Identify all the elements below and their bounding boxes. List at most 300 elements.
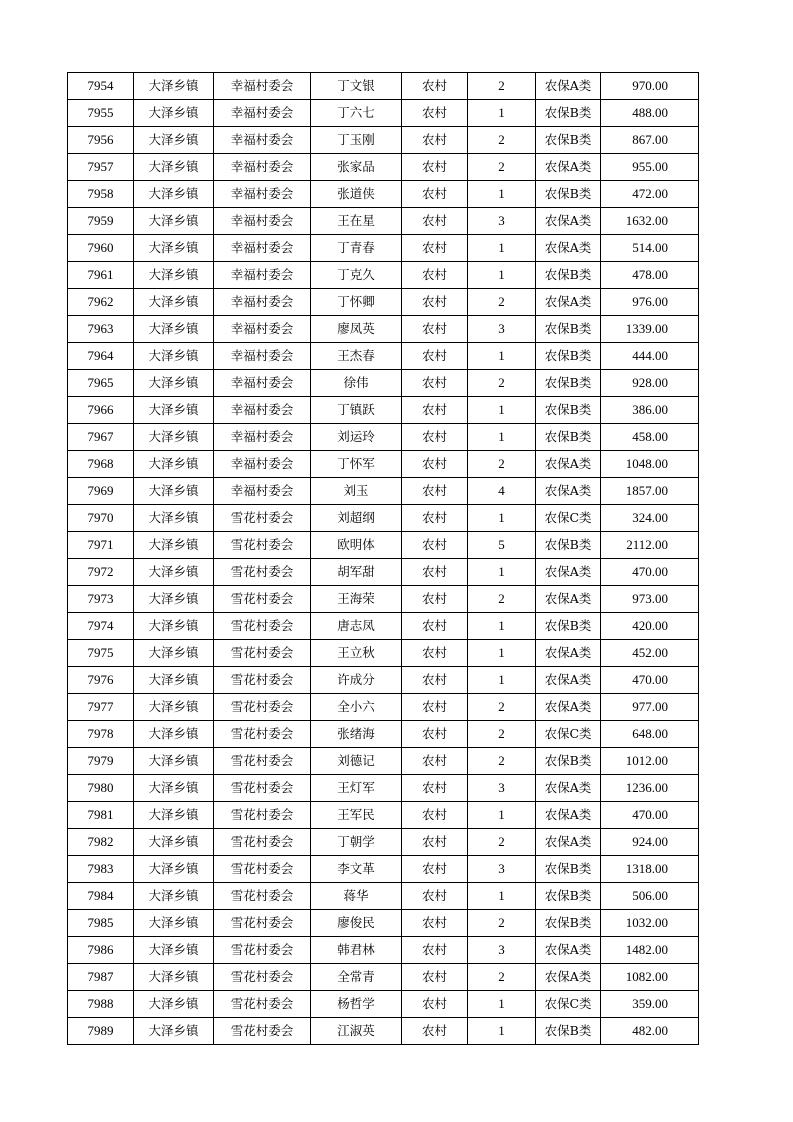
village-committee-cell: 雪花村委会 — [214, 910, 311, 937]
village-committee-cell: 幸福村委会 — [214, 208, 311, 235]
area-type-cell: 农村 — [402, 262, 468, 289]
insurance-category-cell: 农保A类 — [536, 289, 601, 316]
household-count-cell: 1 — [468, 181, 536, 208]
table-row — [68, 424, 699, 451]
insurance-category-cell: 农保B类 — [536, 181, 601, 208]
household-count-cell: 1 — [468, 802, 536, 829]
insurance-category-cell: 农保A类 — [536, 802, 601, 829]
person-name-cell: 丁青春 — [311, 235, 402, 262]
person-name-cell: 杨哲学 — [311, 991, 402, 1018]
township-cell: 大泽乡镇 — [134, 991, 214, 1018]
table-row — [68, 694, 699, 721]
insurance-category-cell: 农保B类 — [536, 397, 601, 424]
village-committee-cell: 幸福村委会 — [214, 316, 311, 343]
village-committee-cell: 雪花村委会 — [214, 748, 311, 775]
table-row — [68, 613, 699, 640]
area-type-cell: 农村 — [402, 505, 468, 532]
row-number-cell: 7989 — [68, 1018, 134, 1045]
area-type-cell: 农村 — [402, 775, 468, 802]
person-name-cell: 徐伟 — [311, 370, 402, 397]
insurance-category-cell: 农保B类 — [536, 343, 601, 370]
amount-cell: 472.00 — [601, 181, 699, 208]
township-cell: 大泽乡镇 — [134, 937, 214, 964]
household-count-cell: 2 — [468, 964, 536, 991]
person-name-cell: 丁怀军 — [311, 451, 402, 478]
household-count-cell: 2 — [468, 910, 536, 937]
amount-cell: 506.00 — [601, 883, 699, 910]
household-count-cell: 1 — [468, 667, 536, 694]
table-row — [68, 181, 699, 208]
amount-cell: 977.00 — [601, 694, 699, 721]
row-number-cell: 7977 — [68, 694, 134, 721]
table-row — [68, 397, 699, 424]
amount-cell: 955.00 — [601, 154, 699, 181]
household-count-cell: 1 — [468, 397, 536, 424]
person-name-cell: 全常青 — [311, 964, 402, 991]
amount-cell: 1048.00 — [601, 451, 699, 478]
person-name-cell: 蒋华 — [311, 883, 402, 910]
household-count-cell: 1 — [468, 883, 536, 910]
household-count-cell: 3 — [468, 208, 536, 235]
village-committee-cell: 雪花村委会 — [214, 964, 311, 991]
village-committee-cell: 幸福村委会 — [214, 73, 311, 100]
village-committee-cell: 雪花村委会 — [214, 883, 311, 910]
row-number-cell: 7980 — [68, 775, 134, 802]
amount-cell: 970.00 — [601, 73, 699, 100]
area-type-cell: 农村 — [402, 856, 468, 883]
person-name-cell: 张家品 — [311, 154, 402, 181]
area-type-cell: 农村 — [402, 343, 468, 370]
insurance-category-cell: 农保A类 — [536, 235, 601, 262]
village-committee-cell: 幸福村委会 — [214, 343, 311, 370]
household-count-cell: 2 — [468, 721, 536, 748]
amount-cell: 648.00 — [601, 721, 699, 748]
amount-cell: 2112.00 — [601, 532, 699, 559]
row-number-cell: 7969 — [68, 478, 134, 505]
insurance-category-cell: 农保A类 — [536, 829, 601, 856]
insurance-category-cell: 农保C类 — [536, 505, 601, 532]
amount-cell: 324.00 — [601, 505, 699, 532]
row-number-cell: 7971 — [68, 532, 134, 559]
household-count-cell: 1 — [468, 1018, 536, 1045]
village-committee-cell: 幸福村委会 — [214, 100, 311, 127]
table-row — [68, 991, 699, 1018]
insurance-category-cell: 农保A类 — [536, 586, 601, 613]
table-row — [68, 208, 699, 235]
township-cell: 大泽乡镇 — [134, 397, 214, 424]
township-cell: 大泽乡镇 — [134, 748, 214, 775]
row-number-cell: 7960 — [68, 235, 134, 262]
amount-cell: 1857.00 — [601, 478, 699, 505]
amount-cell: 458.00 — [601, 424, 699, 451]
household-count-cell: 3 — [468, 316, 536, 343]
row-number-cell: 7959 — [68, 208, 134, 235]
area-type-cell: 农村 — [402, 640, 468, 667]
township-cell: 大泽乡镇 — [134, 910, 214, 937]
insurance-category-cell: 农保A类 — [536, 451, 601, 478]
township-cell: 大泽乡镇 — [134, 802, 214, 829]
person-name-cell: 欧明体 — [311, 532, 402, 559]
household-count-cell: 3 — [468, 775, 536, 802]
table-row — [68, 451, 699, 478]
area-type-cell: 农村 — [402, 397, 468, 424]
area-type-cell: 农村 — [402, 73, 468, 100]
household-count-cell: 1 — [468, 100, 536, 127]
person-name-cell: 张绪海 — [311, 721, 402, 748]
village-committee-cell: 幸福村委会 — [214, 289, 311, 316]
table-row — [68, 559, 699, 586]
amount-cell: 867.00 — [601, 127, 699, 154]
township-cell: 大泽乡镇 — [134, 208, 214, 235]
row-number-cell: 7967 — [68, 424, 134, 451]
insurance-category-cell: 农保B类 — [536, 748, 601, 775]
row-number-cell: 7985 — [68, 910, 134, 937]
area-type-cell: 农村 — [402, 694, 468, 721]
person-name-cell: 丁克久 — [311, 262, 402, 289]
village-committee-cell: 雪花村委会 — [214, 613, 311, 640]
row-number-cell: 7984 — [68, 883, 134, 910]
row-number-cell: 7976 — [68, 667, 134, 694]
area-type-cell: 农村 — [402, 181, 468, 208]
insurance-category-cell: 农保B类 — [536, 856, 601, 883]
row-number-cell: 7964 — [68, 343, 134, 370]
person-name-cell: 丁镇跃 — [311, 397, 402, 424]
household-count-cell: 4 — [468, 478, 536, 505]
person-name-cell: 丁怀卿 — [311, 289, 402, 316]
insurance-category-cell: 农保A类 — [536, 775, 601, 802]
area-type-cell: 农村 — [402, 1018, 468, 1045]
township-cell: 大泽乡镇 — [134, 694, 214, 721]
township-cell: 大泽乡镇 — [134, 559, 214, 586]
insurance-category-cell: 农保A类 — [536, 154, 601, 181]
village-committee-cell: 雪花村委会 — [214, 667, 311, 694]
village-committee-cell: 雪花村委会 — [214, 856, 311, 883]
table-row — [68, 937, 699, 964]
insurance-category-cell: 农保A类 — [536, 73, 601, 100]
village-committee-cell: 幸福村委会 — [214, 478, 311, 505]
amount-cell: 478.00 — [601, 262, 699, 289]
village-committee-cell: 雪花村委会 — [214, 586, 311, 613]
insurance-category-cell: 农保A类 — [536, 640, 601, 667]
village-committee-cell: 雪花村委会 — [214, 991, 311, 1018]
amount-cell: 1482.00 — [601, 937, 699, 964]
row-number-cell: 7982 — [68, 829, 134, 856]
amount-cell: 973.00 — [601, 586, 699, 613]
amount-cell: 1032.00 — [601, 910, 699, 937]
person-name-cell: 王杰春 — [311, 343, 402, 370]
insurance-category-cell: 农保B类 — [536, 127, 601, 154]
township-cell: 大泽乡镇 — [134, 505, 214, 532]
area-type-cell: 农村 — [402, 100, 468, 127]
household-count-cell: 2 — [468, 370, 536, 397]
insurance-category-cell: 农保A类 — [536, 208, 601, 235]
household-count-cell: 2 — [468, 451, 536, 478]
household-count-cell: 1 — [468, 640, 536, 667]
records-table — [67, 72, 699, 1045]
table-row — [68, 370, 699, 397]
table-row — [68, 100, 699, 127]
township-cell: 大泽乡镇 — [134, 640, 214, 667]
row-number-cell: 7962 — [68, 289, 134, 316]
township-cell: 大泽乡镇 — [134, 613, 214, 640]
row-number-cell: 7966 — [68, 397, 134, 424]
household-count-cell: 1 — [468, 559, 536, 586]
amount-cell: 488.00 — [601, 100, 699, 127]
table-row — [68, 1018, 699, 1045]
row-number-cell: 7974 — [68, 613, 134, 640]
insurance-category-cell: 农保B类 — [536, 910, 601, 937]
insurance-category-cell: 农保A类 — [536, 937, 601, 964]
household-count-cell: 3 — [468, 937, 536, 964]
amount-cell: 1012.00 — [601, 748, 699, 775]
area-type-cell: 农村 — [402, 532, 468, 559]
amount-cell: 1632.00 — [601, 208, 699, 235]
table-row — [68, 748, 699, 775]
township-cell: 大泽乡镇 — [134, 532, 214, 559]
insurance-category-cell: 农保C类 — [536, 991, 601, 1018]
person-name-cell: 韩君林 — [311, 937, 402, 964]
amount-cell: 420.00 — [601, 613, 699, 640]
row-number-cell: 7954 — [68, 73, 134, 100]
row-number-cell: 7956 — [68, 127, 134, 154]
household-count-cell: 2 — [468, 73, 536, 100]
amount-cell: 1082.00 — [601, 964, 699, 991]
table-row — [68, 532, 699, 559]
row-number-cell: 7981 — [68, 802, 134, 829]
table-row — [68, 856, 699, 883]
person-name-cell: 许成分 — [311, 667, 402, 694]
area-type-cell: 农村 — [402, 451, 468, 478]
household-count-cell: 2 — [468, 154, 536, 181]
township-cell: 大泽乡镇 — [134, 478, 214, 505]
person-name-cell: 刘超纲 — [311, 505, 402, 532]
household-count-cell: 2 — [468, 289, 536, 316]
village-committee-cell: 雪花村委会 — [214, 694, 311, 721]
township-cell: 大泽乡镇 — [134, 154, 214, 181]
row-number-cell: 7972 — [68, 559, 134, 586]
person-name-cell: 王军民 — [311, 802, 402, 829]
area-type-cell: 农村 — [402, 208, 468, 235]
area-type-cell: 农村 — [402, 478, 468, 505]
township-cell: 大泽乡镇 — [134, 235, 214, 262]
insurance-category-cell: 农保B类 — [536, 316, 601, 343]
area-type-cell: 农村 — [402, 154, 468, 181]
township-cell: 大泽乡镇 — [134, 721, 214, 748]
insurance-category-cell: 农保B类 — [536, 1018, 601, 1045]
area-type-cell: 农村 — [402, 910, 468, 937]
row-number-cell: 7983 — [68, 856, 134, 883]
person-name-cell: 江淑英 — [311, 1018, 402, 1045]
household-count-cell: 2 — [468, 829, 536, 856]
table-row — [68, 964, 699, 991]
township-cell: 大泽乡镇 — [134, 883, 214, 910]
township-cell: 大泽乡镇 — [134, 1018, 214, 1045]
amount-cell: 470.00 — [601, 559, 699, 586]
household-count-cell: 1 — [468, 343, 536, 370]
household-count-cell: 2 — [468, 127, 536, 154]
person-name-cell: 丁文银 — [311, 73, 402, 100]
area-type-cell: 农村 — [402, 289, 468, 316]
area-type-cell: 农村 — [402, 370, 468, 397]
insurance-category-cell: 农保B类 — [536, 262, 601, 289]
insurance-category-cell: 农保B类 — [536, 424, 601, 451]
township-cell: 大泽乡镇 — [134, 856, 214, 883]
row-number-cell: 7988 — [68, 991, 134, 1018]
amount-cell: 386.00 — [601, 397, 699, 424]
area-type-cell: 农村 — [402, 127, 468, 154]
row-number-cell: 7961 — [68, 262, 134, 289]
village-committee-cell: 幸福村委会 — [214, 181, 311, 208]
table-row — [68, 802, 699, 829]
township-cell: 大泽乡镇 — [134, 100, 214, 127]
amount-cell: 1236.00 — [601, 775, 699, 802]
area-type-cell: 农村 — [402, 613, 468, 640]
township-cell: 大泽乡镇 — [134, 127, 214, 154]
village-committee-cell: 雪花村委会 — [214, 829, 311, 856]
table-row — [68, 910, 699, 937]
person-name-cell: 王立秋 — [311, 640, 402, 667]
township-cell: 大泽乡镇 — [134, 829, 214, 856]
person-name-cell: 王海荣 — [311, 586, 402, 613]
person-name-cell: 唐志凤 — [311, 613, 402, 640]
township-cell: 大泽乡镇 — [134, 775, 214, 802]
village-committee-cell: 雪花村委会 — [214, 721, 311, 748]
amount-cell: 482.00 — [601, 1018, 699, 1045]
area-type-cell: 农村 — [402, 424, 468, 451]
insurance-category-cell: 农保B类 — [536, 532, 601, 559]
household-count-cell: 2 — [468, 694, 536, 721]
row-number-cell: 7986 — [68, 937, 134, 964]
table-row — [68, 316, 699, 343]
amount-cell: 1339.00 — [601, 316, 699, 343]
area-type-cell: 农村 — [402, 991, 468, 1018]
household-count-cell: 3 — [468, 856, 536, 883]
household-count-cell: 2 — [468, 748, 536, 775]
table-row — [68, 829, 699, 856]
household-count-cell: 1 — [468, 613, 536, 640]
village-committee-cell: 雪花村委会 — [214, 559, 311, 586]
area-type-cell: 农村 — [402, 316, 468, 343]
row-number-cell: 7970 — [68, 505, 134, 532]
village-committee-cell: 雪花村委会 — [214, 1018, 311, 1045]
amount-cell: 928.00 — [601, 370, 699, 397]
person-name-cell: 丁六七 — [311, 100, 402, 127]
household-count-cell: 1 — [468, 235, 536, 262]
village-committee-cell: 雪花村委会 — [214, 802, 311, 829]
row-number-cell: 7978 — [68, 721, 134, 748]
row-number-cell: 7965 — [68, 370, 134, 397]
records-table-body — [68, 73, 699, 1045]
person-name-cell: 刘德记 — [311, 748, 402, 775]
amount-cell: 976.00 — [601, 289, 699, 316]
insurance-category-cell: 农保A类 — [536, 694, 601, 721]
household-count-cell: 5 — [468, 532, 536, 559]
village-committee-cell: 幸福村委会 — [214, 127, 311, 154]
township-cell: 大泽乡镇 — [134, 370, 214, 397]
insurance-category-cell: 农保C类 — [536, 721, 601, 748]
township-cell: 大泽乡镇 — [134, 424, 214, 451]
insurance-category-cell: 农保A类 — [536, 559, 601, 586]
table-row — [68, 640, 699, 667]
table-row — [68, 73, 699, 100]
village-committee-cell: 雪花村委会 — [214, 505, 311, 532]
village-committee-cell: 幸福村委会 — [214, 397, 311, 424]
row-number-cell: 7963 — [68, 316, 134, 343]
person-name-cell: 王灯军 — [311, 775, 402, 802]
amount-cell: 924.00 — [601, 829, 699, 856]
area-type-cell: 农村 — [402, 748, 468, 775]
amount-cell: 470.00 — [601, 802, 699, 829]
insurance-category-cell: 农保B类 — [536, 613, 601, 640]
person-name-cell: 廖俊民 — [311, 910, 402, 937]
person-name-cell: 张道侠 — [311, 181, 402, 208]
amount-cell: 514.00 — [601, 235, 699, 262]
person-name-cell: 刘运玲 — [311, 424, 402, 451]
household-count-cell: 2 — [468, 586, 536, 613]
area-type-cell: 农村 — [402, 829, 468, 856]
household-count-cell: 1 — [468, 262, 536, 289]
row-number-cell: 7975 — [68, 640, 134, 667]
row-number-cell: 7973 — [68, 586, 134, 613]
person-name-cell: 丁朝学 — [311, 829, 402, 856]
insurance-category-cell: 农保B类 — [536, 883, 601, 910]
township-cell: 大泽乡镇 — [134, 289, 214, 316]
township-cell: 大泽乡镇 — [134, 964, 214, 991]
township-cell: 大泽乡镇 — [134, 73, 214, 100]
village-committee-cell: 雪花村委会 — [214, 937, 311, 964]
township-cell: 大泽乡镇 — [134, 181, 214, 208]
row-number-cell: 7958 — [68, 181, 134, 208]
insurance-category-cell: 农保B类 — [536, 370, 601, 397]
village-committee-cell: 幸福村委会 — [214, 154, 311, 181]
table-row — [68, 883, 699, 910]
area-type-cell: 农村 — [402, 667, 468, 694]
table-row — [68, 721, 699, 748]
household-count-cell: 1 — [468, 991, 536, 1018]
table-row — [68, 667, 699, 694]
township-cell: 大泽乡镇 — [134, 316, 214, 343]
table-row — [68, 289, 699, 316]
row-number-cell: 7957 — [68, 154, 134, 181]
household-count-cell: 1 — [468, 424, 536, 451]
table-row — [68, 505, 699, 532]
amount-cell: 444.00 — [601, 343, 699, 370]
village-committee-cell: 雪花村委会 — [214, 640, 311, 667]
row-number-cell: 7987 — [68, 964, 134, 991]
area-type-cell: 农村 — [402, 883, 468, 910]
table-row — [68, 343, 699, 370]
village-committee-cell: 幸福村委会 — [214, 451, 311, 478]
table-row — [68, 262, 699, 289]
area-type-cell: 农村 — [402, 721, 468, 748]
township-cell: 大泽乡镇 — [134, 262, 214, 289]
amount-cell: 452.00 — [601, 640, 699, 667]
area-type-cell: 农村 — [402, 235, 468, 262]
area-type-cell: 农村 — [402, 937, 468, 964]
township-cell: 大泽乡镇 — [134, 343, 214, 370]
village-committee-cell: 幸福村委会 — [214, 370, 311, 397]
insurance-category-cell: 农保A类 — [536, 478, 601, 505]
table-row — [68, 154, 699, 181]
row-number-cell: 7955 — [68, 100, 134, 127]
table-row — [68, 586, 699, 613]
amount-cell: 1318.00 — [601, 856, 699, 883]
insurance-category-cell: 农保B类 — [536, 100, 601, 127]
person-name-cell: 王在星 — [311, 208, 402, 235]
insurance-category-cell: 农保A类 — [536, 964, 601, 991]
amount-cell: 359.00 — [601, 991, 699, 1018]
person-name-cell: 丁玉刚 — [311, 127, 402, 154]
